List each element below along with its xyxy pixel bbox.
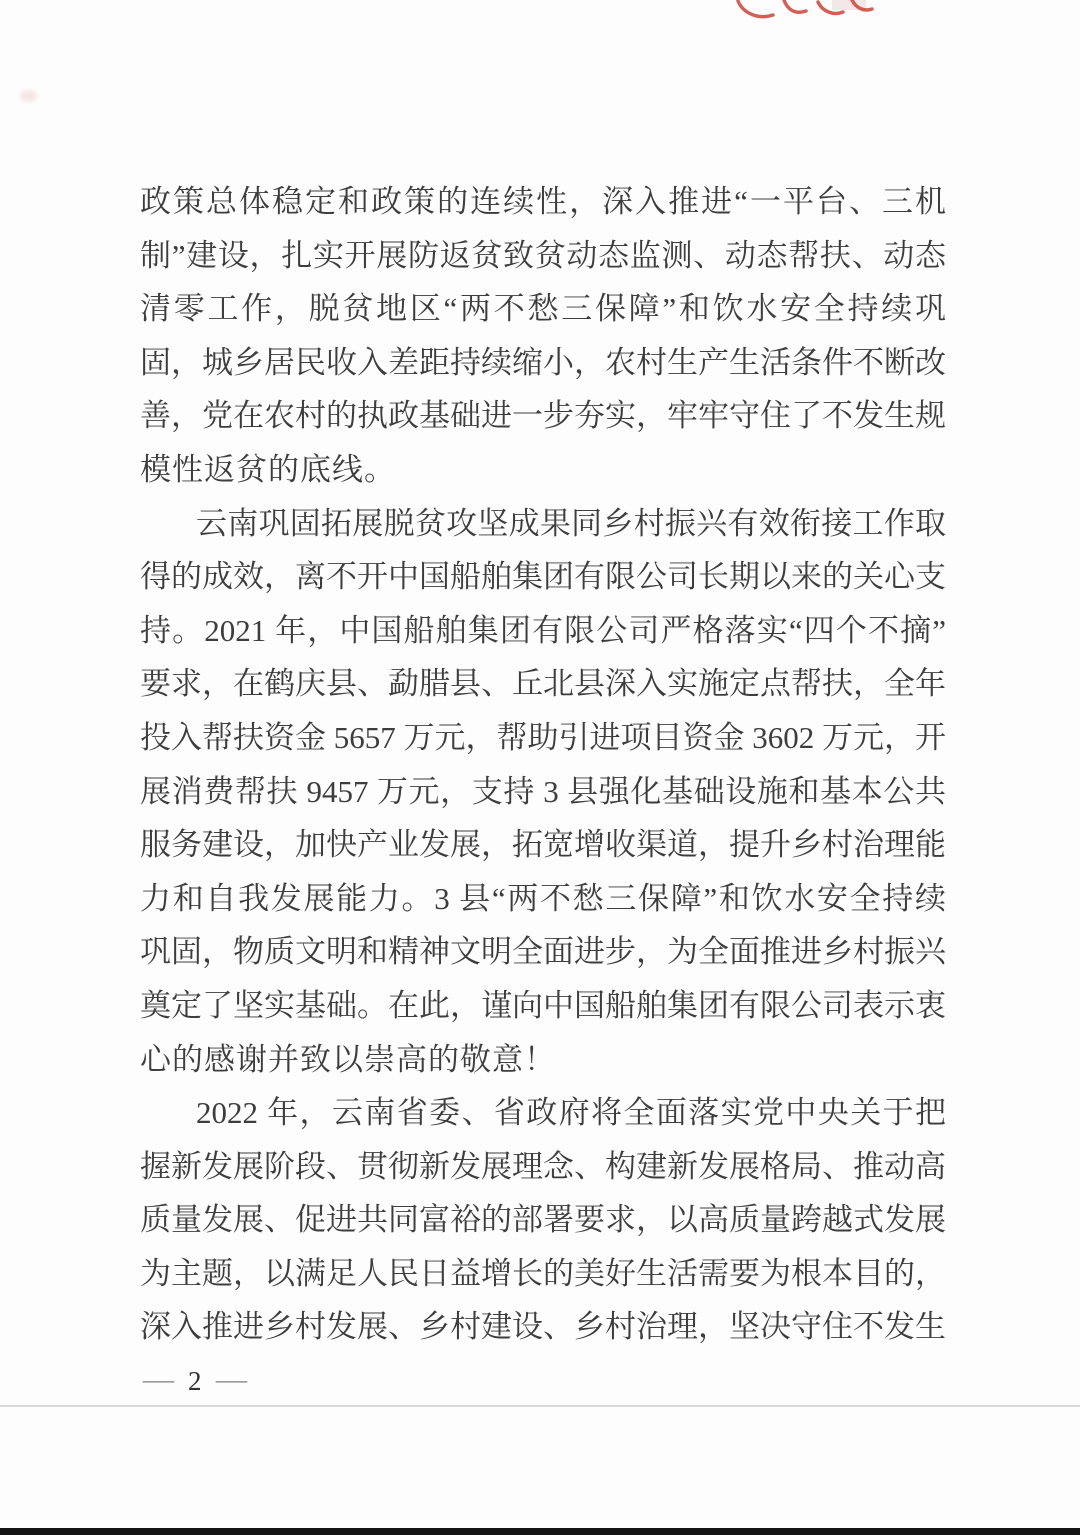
text-line: 制”建设，扎实开展防返贫致贫动态监测、动态帮扶、动态 <box>140 237 946 273</box>
text-line: 清零工作，脱贫地区“两不愁三保障”和饮水安全持续巩 <box>140 291 946 327</box>
red-ink-stroke <box>818 2 843 13</box>
red-pen-marks-artifact <box>730 0 878 26</box>
text-line: 得的成效，离不开中国船舶集团有限公司长期以来的关心支 <box>140 559 946 595</box>
red-ink-stroke <box>784 0 806 12</box>
text-line: 政策总体稳定和政策的连续性，深入推进“一平台、三机 <box>140 184 946 219</box>
text-line: 力和自我发展能力。3 县“两不愁三保障”和饮水安全持续 <box>140 880 946 916</box>
red-ink-stroke-group <box>738 0 872 17</box>
text-line: 奠定了坚实基础。在此，谨向中国船舶集团有限公司表示衷 <box>140 987 946 1023</box>
page-footer <box>142 1364 247 1398</box>
text-line: 固，城乡居民收入差距持续缩小，农村生产生活条件不断改 <box>140 344 946 380</box>
footer-page-number: 2 <box>188 1365 202 1396</box>
text-line: 质量发展、促进共同富裕的部署要求，以高质量跨越式发展 <box>140 1202 946 1238</box>
footer-dash-right: — <box>215 1367 247 1394</box>
text-line: 善，党在农村的执政基础进一步夯实，牢牢守住了不发生规 <box>140 398 946 434</box>
text-line: 深入推进乡村发展、乡村建设、乡村治理，坚决守住不发生 <box>140 1309 946 1345</box>
text-line: 握新发展阶段、贯彻新发展理念、构建新发展格局、推动高 <box>140 1148 946 1184</box>
text-line: 2022 年，云南省委、省政府将全面落实党中央关于把 <box>196 1095 946 1131</box>
text-line: 云南巩固拓展脱贫攻坚成果同乡村振兴有效衔接工作取 <box>196 505 946 541</box>
text-line: 为主题，以满足人民日益增长的美好生活需要为根本目的， <box>140 1255 946 1291</box>
text-line: 服务建设，加快产业发展，拓宽增收渠道，提升乡村治理能 <box>140 827 946 863</box>
text-line: 心的感谢并致以崇高的敬意！ <box>140 1041 556 1077</box>
red-ink-stroke <box>852 0 872 10</box>
red-ink-stroke <box>738 1 773 17</box>
document-text <box>140 175 946 1354</box>
text-line: 展消费帮扶 9457 万元，支持 3 县强化基础设施和基本公共 <box>140 773 946 809</box>
image-bottom-edge <box>0 1528 1080 1535</box>
text-line: 投入帮扶资金 5657 万元，帮助引进项目资金 3602 万元，开 <box>140 719 946 755</box>
text-line: 持。2021 年，中国船舶集团有限公司严格落实“四个不摘” <box>140 612 946 648</box>
text-line: 模性返贫的底线。 <box>140 451 396 487</box>
scan-smudge <box>20 90 37 102</box>
text-line: 要求，在鹤庆县、勐腊县、丘北县深入实施定点帮扶，全年 <box>140 666 946 702</box>
scan-crease-line <box>0 1405 1080 1407</box>
text-line: 巩固，物质文明和精神文明全面进步，为全面推进乡村振兴 <box>140 934 946 970</box>
footer-dash-left: — <box>142 1367 175 1394</box>
